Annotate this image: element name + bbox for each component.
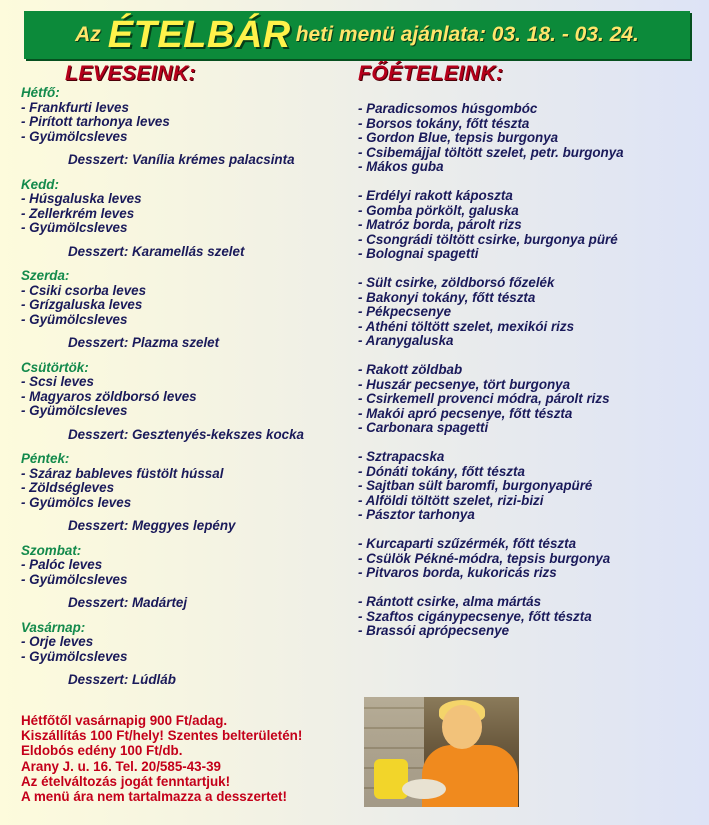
main-item: - Sajtban sült baromfi, burgonyapüré <box>358 478 593 493</box>
mains-heading: FŐÉTELEINK: <box>358 62 504 85</box>
main-item: - Pékpecsenye <box>358 304 452 319</box>
menu-banner <box>24 11 690 59</box>
footer-info <box>21 713 302 804</box>
mains-column <box>358 102 624 639</box>
soups-column <box>21 86 304 698</box>
main-item: - Gomba pörkölt, galuska <box>358 202 519 218</box>
main-item: - Sztrapacska <box>358 449 445 464</box>
day-label: Szerda: <box>21 268 70 283</box>
main-item: - Dónáti tokány, főtt tészta <box>358 463 525 479</box>
footer-line: Eldobós edény 100 Ft/db. <box>21 743 183 759</box>
photo-person-head <box>442 705 482 749</box>
main-item: - Erdélyi rakott káposzta <box>358 188 513 203</box>
soup-item: - Zöldségleves <box>21 480 115 495</box>
soup-item: - Gyümölcsleves <box>21 311 128 327</box>
main-item: - Bakonyi tokány, főtt tészta <box>358 289 536 305</box>
main-item: - Sült csirke, zöldborsó főzelék <box>358 275 555 290</box>
dessert-line: Desszert: Lúdláb <box>68 672 176 687</box>
day-spacer <box>358 349 624 364</box>
soup-item: - Grízgaluska leves <box>21 297 143 312</box>
soup-item: - Gyümölcs leves <box>21 494 132 510</box>
main-item: - Rakott zöldbab <box>358 362 463 377</box>
dessert-line: Desszert: Gesztenyés-kekszes kocka <box>68 426 304 442</box>
footer-line: A menü ára nem tartalmazza a desszertet! <box>21 788 287 804</box>
day-spacer <box>358 436 624 451</box>
day-spacer <box>358 262 624 277</box>
main-item: - Csibemájjal töltött szelet, petr. burgonya <box>358 144 624 160</box>
soup-item: - Palóc leves <box>21 557 103 572</box>
cook-photo <box>364 697 519 807</box>
dessert-line: Desszert: Karamellás szelet <box>68 243 245 259</box>
main-item: - Mákos guba <box>358 159 444 174</box>
main-item: - Rántott csirke, alma mártás <box>358 594 542 609</box>
day-label: Péntek: <box>21 451 70 466</box>
main-item: - Gordon Blue, tepsis burgonya <box>358 130 559 145</box>
main-item: - Aranygaluska <box>358 333 454 348</box>
footer-line: Kiszállítás 100 Ft/hely! Szentes belterületén! <box>21 728 303 744</box>
main-item: - Csülök Pékné-módra, tepsis burgonya <box>358 550 611 566</box>
main-item: - Paradicsomos húsgombóc <box>358 101 538 116</box>
footer-line: Az ételváltozás jogát fenntartjuk! <box>21 773 231 789</box>
soups-heading: LEVESEINK: <box>65 62 197 85</box>
restaurant-name: ÉTELBÁR <box>107 13 291 56</box>
footer-line: Hétfőtől vasárnapig 900 Ft/adag. <box>21 713 228 728</box>
main-item: - Athéni töltött szelet, mexikói rizs <box>358 318 575 334</box>
day-label: Hétfő: <box>21 85 60 100</box>
soup-item: - Pirított tarhonya leves <box>21 114 170 129</box>
day-spacer <box>358 523 624 538</box>
day-label: Vasárnap: <box>21 619 86 635</box>
dessert-line: Desszert: Meggyes lepény <box>68 518 236 533</box>
main-item: - Pásztor tarhonya <box>358 507 475 522</box>
soup-item: - Gyümölcsleves <box>21 571 128 587</box>
main-item: - Kurcaparti szűzérmék, főtt tészta <box>358 536 577 551</box>
soup-item: - Zellerkrém leves <box>21 205 135 221</box>
main-item: - Csirkemell provenci módra, párolt rizs <box>358 391 610 406</box>
banner-prefix: Az <box>75 23 101 46</box>
photo-person-body <box>422 745 518 807</box>
day-label: Csütörtök: <box>21 359 89 375</box>
main-item: - Alföldi töltött szelet, rizi-bizi <box>358 492 544 508</box>
soup-item: - Magyaros zöldborsó leves <box>21 388 197 404</box>
dessert-line: Desszert: Madártej <box>68 595 188 610</box>
main-item: - Borsos tokány, főtt tészta <box>358 115 530 131</box>
day-spacer <box>358 175 624 190</box>
day-label: Kedd: <box>21 176 59 192</box>
main-item: - Bolognai spagetti <box>358 246 479 261</box>
soup-item: - Orje leves <box>21 634 94 649</box>
soup-item: - Száraz bableves füstölt hússal <box>21 465 224 481</box>
main-item: - Matróz borda, párolt rizs <box>358 217 522 232</box>
day-spacer <box>358 581 624 596</box>
soup-item: - Gyümölcsleves <box>21 403 128 418</box>
photo-white-bowl <box>402 779 446 799</box>
soup-item: - Frankfurti leves <box>21 99 129 115</box>
footer-line: Arany J. u. 16. Tel. 20/585-43-39 <box>21 758 221 774</box>
main-item: - Brassói aprópecsenye <box>358 623 510 638</box>
banner-subtitle: heti menü ajánlata: 03. 18. - 03. 24. <box>295 23 639 46</box>
main-item: - Csongrádi töltött csirke, burgonya püré <box>358 231 618 247</box>
soup-item: - Gyümölcsleves <box>21 220 128 235</box>
soup-item: - Gyümölcsleves <box>21 648 128 664</box>
soup-item: - Scsi leves <box>21 374 94 389</box>
soup-item: - Húsgaluska leves <box>21 191 142 206</box>
dessert-line: Desszert: Vanília krémes palacsinta <box>68 152 295 167</box>
main-item: - Makói apró pecsenye, főtt tészta <box>358 405 573 421</box>
dessert-line: Desszert: Plazma szelet <box>68 335 220 350</box>
soup-item: - Csiki csorba leves <box>21 282 147 298</box>
soup-item: - Gyümölcsleves <box>21 128 128 144</box>
main-item: - Carbonara spagetti <box>358 420 489 435</box>
main-item: - Szaftos cigánypecsenye, főtt tészta <box>358 608 592 624</box>
main-item: - Huszár pecsenye, tört burgonya <box>358 376 571 392</box>
main-item: - Pitvaros borda, kukoricás rizs <box>358 565 557 580</box>
day-label: Szombat: <box>21 542 82 558</box>
